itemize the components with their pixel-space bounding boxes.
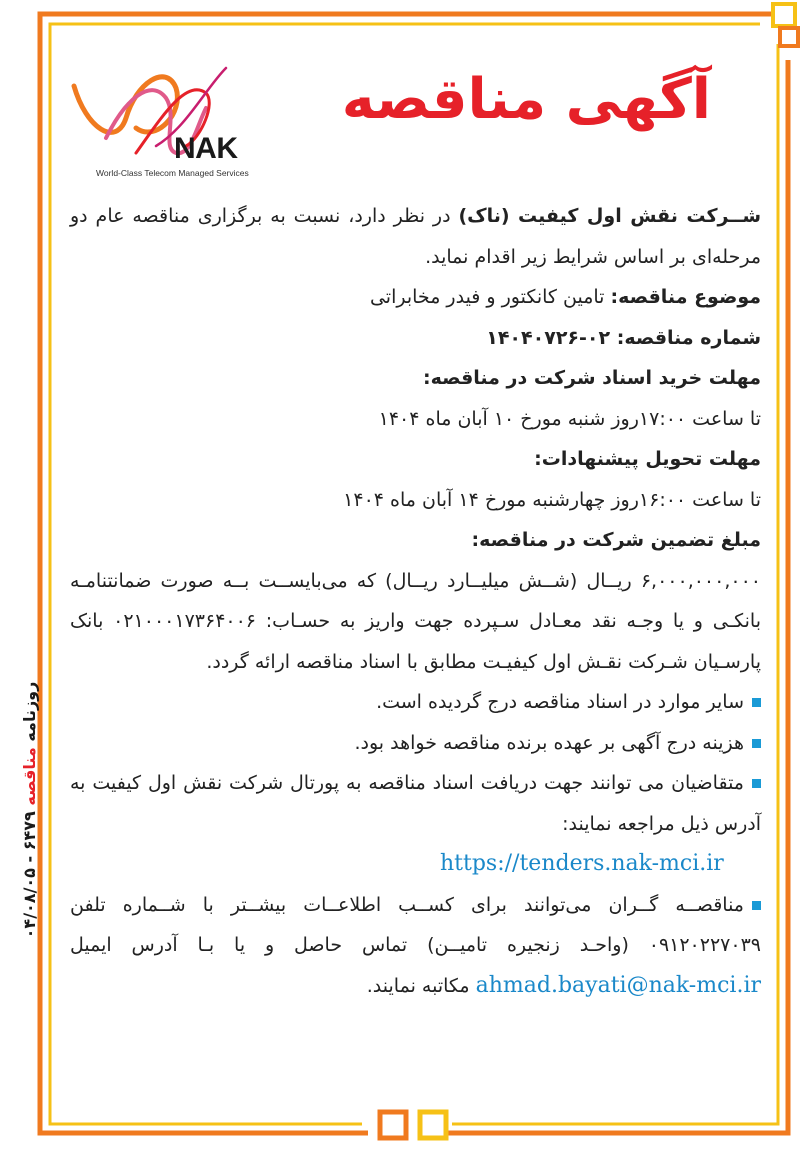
number-label: شماره مناقصه: [616, 326, 761, 349]
contact-text: مناقصــه گــران می‌توانند برای کســب اطلاعــات بیشــتر با شــماره تلفن ۰۹۱۲۰۲۲۷۰۳۹ (واحـد زنجیره تامیــن) تماس حاصل و یا بـا آدرس ایمیل [70, 893, 761, 956]
portal-link-line [70, 844, 761, 885]
intro-paragraph [70, 196, 761, 277]
square-bullet-icon [752, 901, 761, 910]
bullet-text: سایر موارد در اسناد مناقصه درج گردیده است. [376, 691, 744, 713]
logo-name: NAK [174, 132, 238, 165]
number-value: ۰۲-۱۴۰۴۰۷۲۶ [486, 326, 617, 349]
bullet-item [70, 763, 761, 844]
side-label-paper: مناقصه [20, 747, 39, 806]
guarantee-label: مبلغ تضمین شرکت در مناقصه: [471, 529, 761, 551]
page-title: آگهی مناقصه [341, 67, 711, 132]
email-link[interactable]: ahmad.bayati@nak-mci.ir [475, 972, 761, 998]
number-line [70, 318, 761, 359]
intro-text: در نظر دارد، نسبت به برگزاری مناقصه عام دو مرحله‌ای بر اساس شرایط زیر اقدام نماید. [70, 205, 761, 268]
bullet-item [70, 723, 761, 764]
tender-notice-body [70, 196, 761, 1006]
purchase-deadline-value: تا ساعت ۱۷:۰۰روز شنبه مورخ ۱۰ آبان ماه ۱۴۰۴ [378, 407, 761, 430]
guarantee-value: ۶,۰۰۰,۰۰۰,۰۰۰ ریــال (شــش میلیــارد ریــال) که می‌بایســت بــه صورت ضمانتنامـه بانکـی و یا وجـه نقد معـادل سـپرده جهت واریز به حسـاب: ۰۲۱۰۰۰۱۷۳۶۴۰۰۶ بانک پارسـیان شـرکت نقـش اول کیفیـت مطابق با اسناد مناقصه ارائه گردد. [70, 569, 761, 673]
square-bullet-icon [752, 739, 761, 748]
company-name: شــرکت نقش اول کیفیت (ناک) [458, 205, 762, 227]
newspaper-side-label [20, 640, 39, 980]
bullet-text: متقاضیان می توانند جهت دریافت اسناد مناقصه به پورتال شرکت نقش اول کیفیت به آدرس ذیل مراجعه نمایند: [70, 772, 761, 835]
subject-value: تامین کانکتور و فیدر مخابراتی [369, 286, 611, 308]
submission-deadline-value: تا ساعت ۱۶:۰۰روز چهارشنبه مورخ ۱۴ آبان ماه ۱۴۰۴ [343, 488, 761, 511]
subject-label: موضوع مناقصه: [610, 286, 761, 308]
contact-paragraph [70, 885, 761, 1007]
contact-suffix: مکاتبه نمایند. [366, 974, 476, 997]
side-label-prefix: روزنامه [20, 681, 39, 748]
portal-url-link[interactable]: https://tenders.nak-mci.ir [440, 851, 724, 876]
square-bullet-icon [752, 698, 761, 707]
bullet-item [70, 682, 761, 723]
square-bullet-icon [752, 779, 761, 788]
bullet-text: هزینه درج آگهی بر عهده برنده مناقصه خواهد بود. [354, 731, 744, 754]
logo-tagline: World-Class Telecom Managed Services [96, 168, 249, 178]
submission-deadline-label: مهلت تحویل پیشنهادات: [534, 448, 761, 470]
nak-logo [66, 58, 249, 180]
side-label-issue: ۶۴۷۹ - ۰۴/۰۸/۰۵ [20, 805, 39, 939]
subject-line [70, 277, 761, 318]
purchase-deadline-label: مهلت خرید اسناد شرکت در مناقصه: [422, 367, 761, 389]
